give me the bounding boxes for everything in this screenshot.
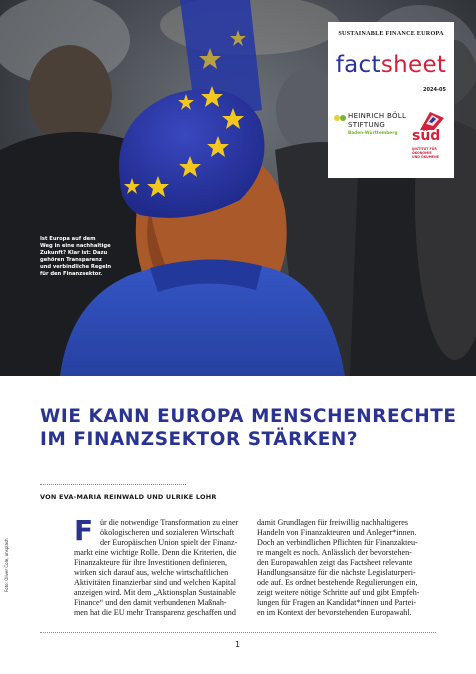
byline: VON EVA-MARIA REINWALD UND ULRIKE LOHR	[40, 493, 217, 501]
title-sheet: sheet	[380, 52, 447, 78]
body-line: anzeigen wird. Mit dem „Aktionsplan Sustainable	[74, 588, 236, 597]
factsheet-card	[328, 22, 454, 178]
body-line: Finanzakteure für ihre Investitionen definieren,	[74, 558, 228, 567]
logo-line-3: Baden-Württemberg	[348, 131, 398, 136]
divider-top	[40, 484, 186, 485]
body-line: Handlungsansätze für die nächste Legislaturperi-	[257, 568, 416, 577]
title-fact: fact	[335, 52, 381, 78]
body-line: Handeln von Finanzakteuren und Anleger*innen.	[257, 528, 417, 537]
body-line: ökologischeren und sozialeren Wirtschaft	[100, 528, 235, 537]
issue-date: 2024-05	[423, 87, 446, 93]
photo-caption	[40, 236, 114, 278]
factsheet-title	[328, 52, 454, 78]
suedwind-subtitle	[412, 147, 450, 160]
article-headline	[40, 405, 460, 451]
green-dot-icon	[340, 115, 346, 121]
caption-line: und verbindliche Regeln	[40, 264, 112, 270]
boell-stiftung-logo	[334, 110, 414, 150]
body-line: Doch an verbindlichen Pflichten für Finanzakteu-	[257, 538, 418, 547]
body-column-right	[257, 518, 439, 618]
suedwind-wordmark: süd	[412, 128, 441, 144]
caption-line: Zukunft? Klar ist: Dazu	[40, 250, 108, 256]
photo-credit: Foto: Oliver Cole, unsplash	[4, 538, 9, 592]
suedwind-logo	[412, 110, 450, 172]
body-line: damit Grundlagen für freiwillig nachhaltigeres	[257, 518, 409, 527]
logo-dots-icon	[334, 115, 348, 121]
headline-line: IM FINANZSEKTOR STÄRKEN?	[40, 429, 359, 450]
drop-cap: F	[74, 514, 94, 547]
body-line: der Europäischen Union spielt der Finanz-	[100, 538, 238, 547]
headline-line: WIE KANN EUROPA MENSCHENRECHTE	[40, 406, 457, 427]
body-line: den Europawahlen zeigt das Factsheet relevante	[257, 558, 413, 567]
body-line: wirken sich darauf aus, welche wirtschaftlichen	[74, 568, 229, 577]
series-title: SUSTAINABLE FINANCE EUROPA	[338, 30, 444, 37]
body-line: Aktivitäten finanzierbar sind und welchen Kapital	[74, 578, 237, 587]
body-line: re mangelt es noch. Anlässlich der bevorstehen-	[257, 548, 412, 557]
caption-line: für den Finanzsektor.	[40, 271, 103, 277]
body-line: men hat die EU mehr Transparenz geschaffen und	[74, 608, 236, 617]
body-line: ür die notwendige Transformation zu einer	[100, 518, 239, 527]
body-line: ode auf. Es ordnet bestehende Regulierungen ein,	[257, 578, 418, 587]
caption-line: gehören Transparenz	[40, 257, 102, 263]
logo-line-2: STIFTUNG	[348, 121, 386, 129]
logo-line-1: HEINRICH BÖLL	[348, 112, 407, 120]
body-line: Finance“ und den damit verbundenen Maßnah-	[74, 598, 227, 607]
body-line: zeigt weitere nötige Schritte auf und gibt Empfeh-	[257, 588, 420, 597]
body-line: markt eine wichtige Rolle. Denn die Kriterien, die	[74, 548, 237, 557]
body-column-left	[74, 514, 248, 618]
body-line: en im Kontext der bevorstehenden Europawahl.	[257, 608, 412, 617]
divider-bottom	[40, 632, 436, 633]
caption-line: Ist Europa auf dem	[40, 236, 96, 242]
caption-line: Weg in eine nachhaltige	[40, 243, 111, 249]
suedwind-subtitle-line: UND ÖKUMENE	[412, 155, 439, 160]
page-number: 1	[235, 640, 241, 649]
body-line: lungen für Fragen an Kandidat*innen und Partei-	[257, 598, 417, 607]
suedwind-subtitle-line: INSTITUT FÜR ÖKONOMIE	[412, 147, 437, 156]
